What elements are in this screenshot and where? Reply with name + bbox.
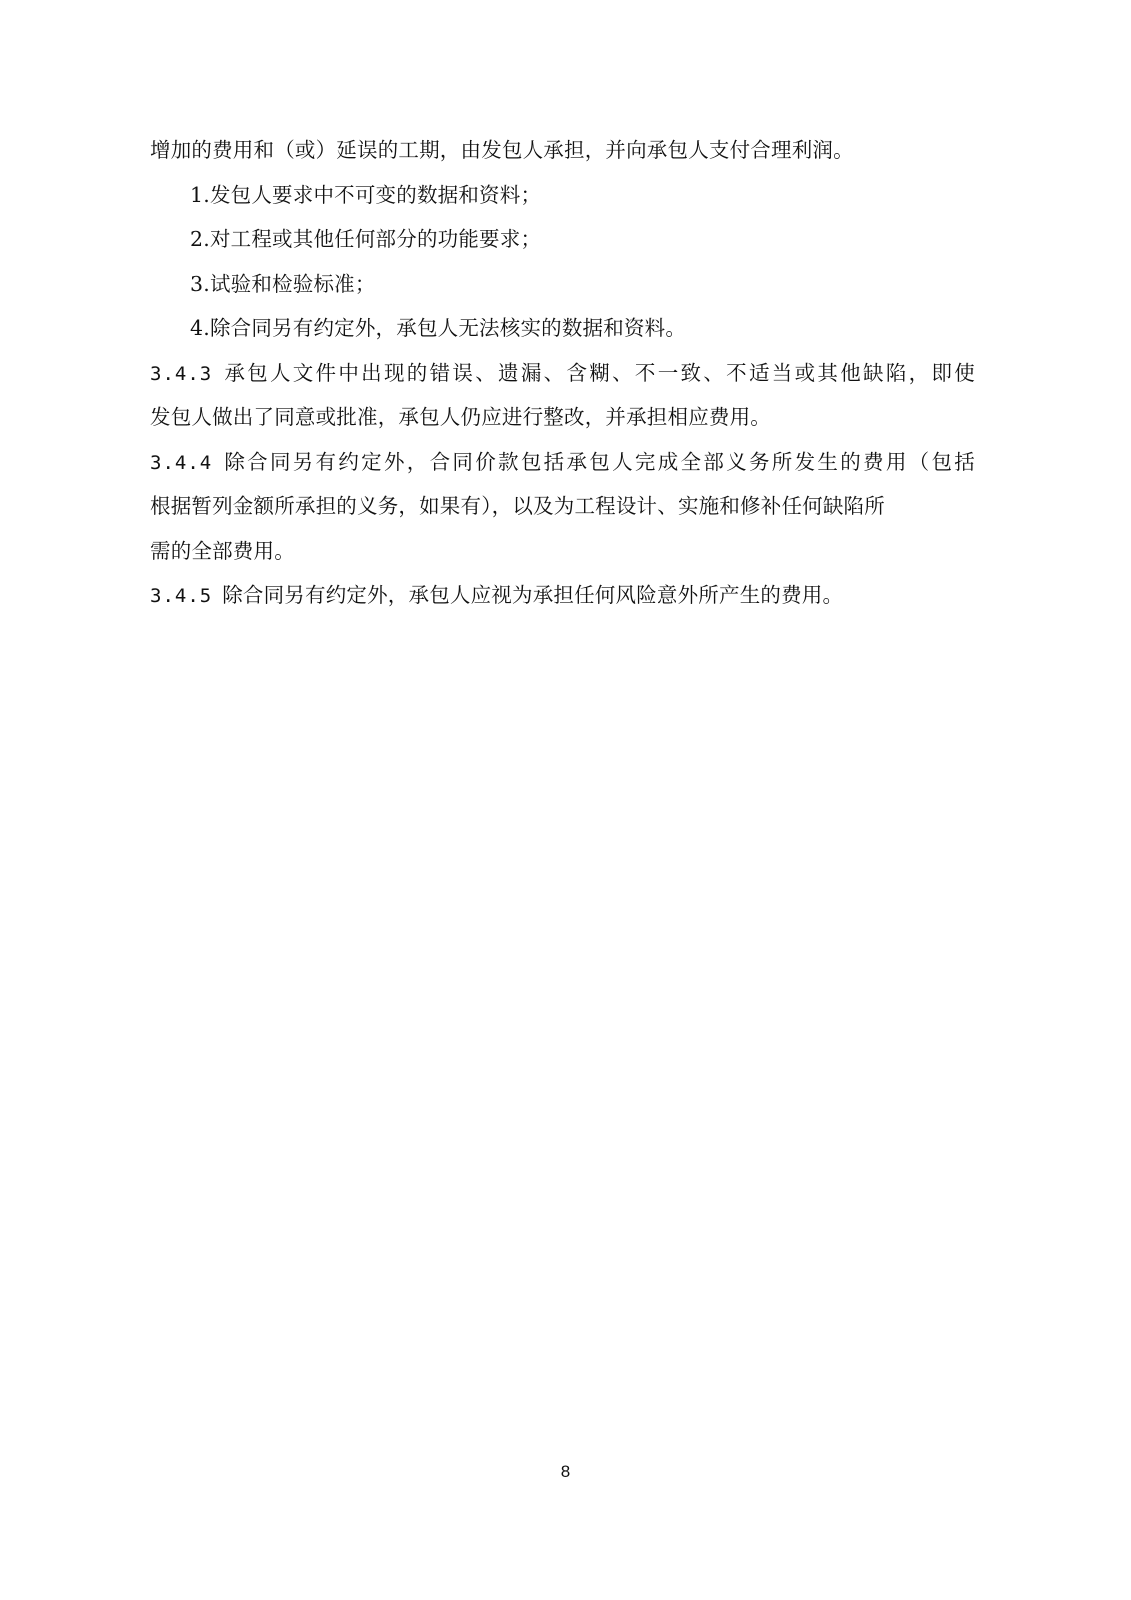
page-body [150,128,975,618]
clause-line [150,351,975,396]
clause-3-4-5 [150,573,975,618]
clause-text: 除合同另有约定外，承包人应视为承担任何风险意外所产生的费用。 [222,583,844,607]
clause-line [150,440,975,485]
clause-number: 3.4.5 [150,585,213,607]
list-item: 2.对工程或其他任何部分的功能要求； [190,227,542,251]
clause-line [150,573,975,618]
clause-3-4-4 [150,440,975,574]
continuation-paragraph: 增加的费用和（或）延误的工期，由发包人承担，并向承包人支付合理利润。 [150,138,854,162]
list-item: 4.除合同另有约定外，承包人无法核实的数据和资料。 [190,316,687,340]
clause-3-4-3 [150,351,975,440]
clause-line: 需的全部费用。 [150,538,295,563]
clause-line: 根据暂列金额所承担的义务，如果有），以及为工程设计、实施和修补任何缺陷所 [150,494,885,518]
list-item: 1.发包人要求中不可变的数据和资料； [190,182,542,207]
clause-number: 3.4.4 [150,451,213,474]
page-number: 8 [560,1462,571,1481]
clause-number: 3.4.3 [150,362,213,385]
clause-text: 承包人文件中出现的错误、遗漏、含糊、不一致、不适当或其他缺陷，即使 [222,360,975,385]
list-item: 3.试验和检验标准； [190,271,376,296]
clause-text: 除合同另有约定外，合同价款包括承包人完成全部义务所发生的费用（包括 [222,449,975,474]
clause-line: 发包人做出了同意或批准，承包人仍应进行整改，并承担相应费用。 [150,405,771,429]
